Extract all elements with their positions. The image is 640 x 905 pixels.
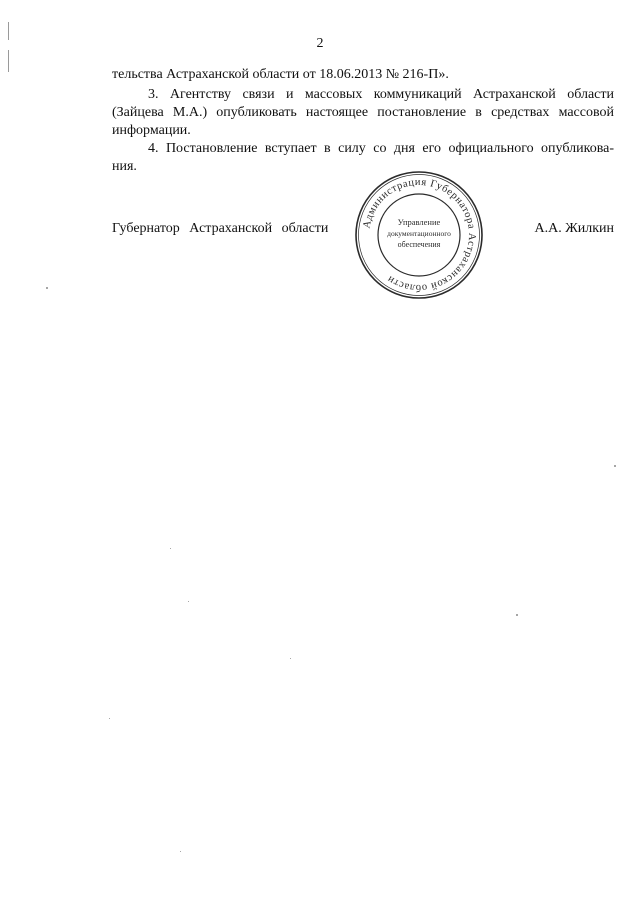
paragraph-3-line-2: (Зайцева М.А.) опубликовать настоящее постановление в средствах массовой bbox=[112, 105, 614, 120]
scan-speck bbox=[614, 465, 616, 467]
paragraph-4-line-1: 4. Постановление вступает в силу со дня его официального опубликова- bbox=[148, 141, 614, 156]
paragraph-4-line-2: ния. bbox=[112, 159, 137, 174]
margin-mark-bottom bbox=[8, 50, 9, 72]
paragraph-3-line-3: информации. bbox=[112, 123, 191, 138]
scan-speck bbox=[290, 658, 291, 659]
seal-ring-text: Администрация Губернатора Астраханской области bbox=[361, 176, 478, 294]
page-number: 2 bbox=[316, 36, 324, 51]
signatory-name: А.А. Жилкин bbox=[534, 221, 614, 236]
scan-speck bbox=[516, 614, 518, 616]
scan-speck bbox=[180, 851, 181, 852]
official-seal bbox=[354, 170, 484, 300]
scan-speck bbox=[109, 718, 110, 719]
seal-center-line-1: Управление bbox=[397, 217, 441, 227]
signatory-title: Губернатор Астраханской области bbox=[112, 221, 329, 236]
paragraph-3 bbox=[112, 86, 614, 140]
seal-center-line-3: обеспечения bbox=[397, 240, 441, 249]
seal-center-line-2: документационного bbox=[387, 229, 451, 238]
scan-speck bbox=[188, 601, 189, 602]
scan-speck bbox=[170, 548, 171, 549]
paragraph-continuation: тельства Астраханской области от 18.06.2013 № 216-П». bbox=[112, 67, 449, 82]
scan-speck bbox=[46, 287, 48, 289]
paragraph-3-line-1: 3. Агентству связи и массовых коммуникаций Астраханской области bbox=[148, 87, 614, 102]
